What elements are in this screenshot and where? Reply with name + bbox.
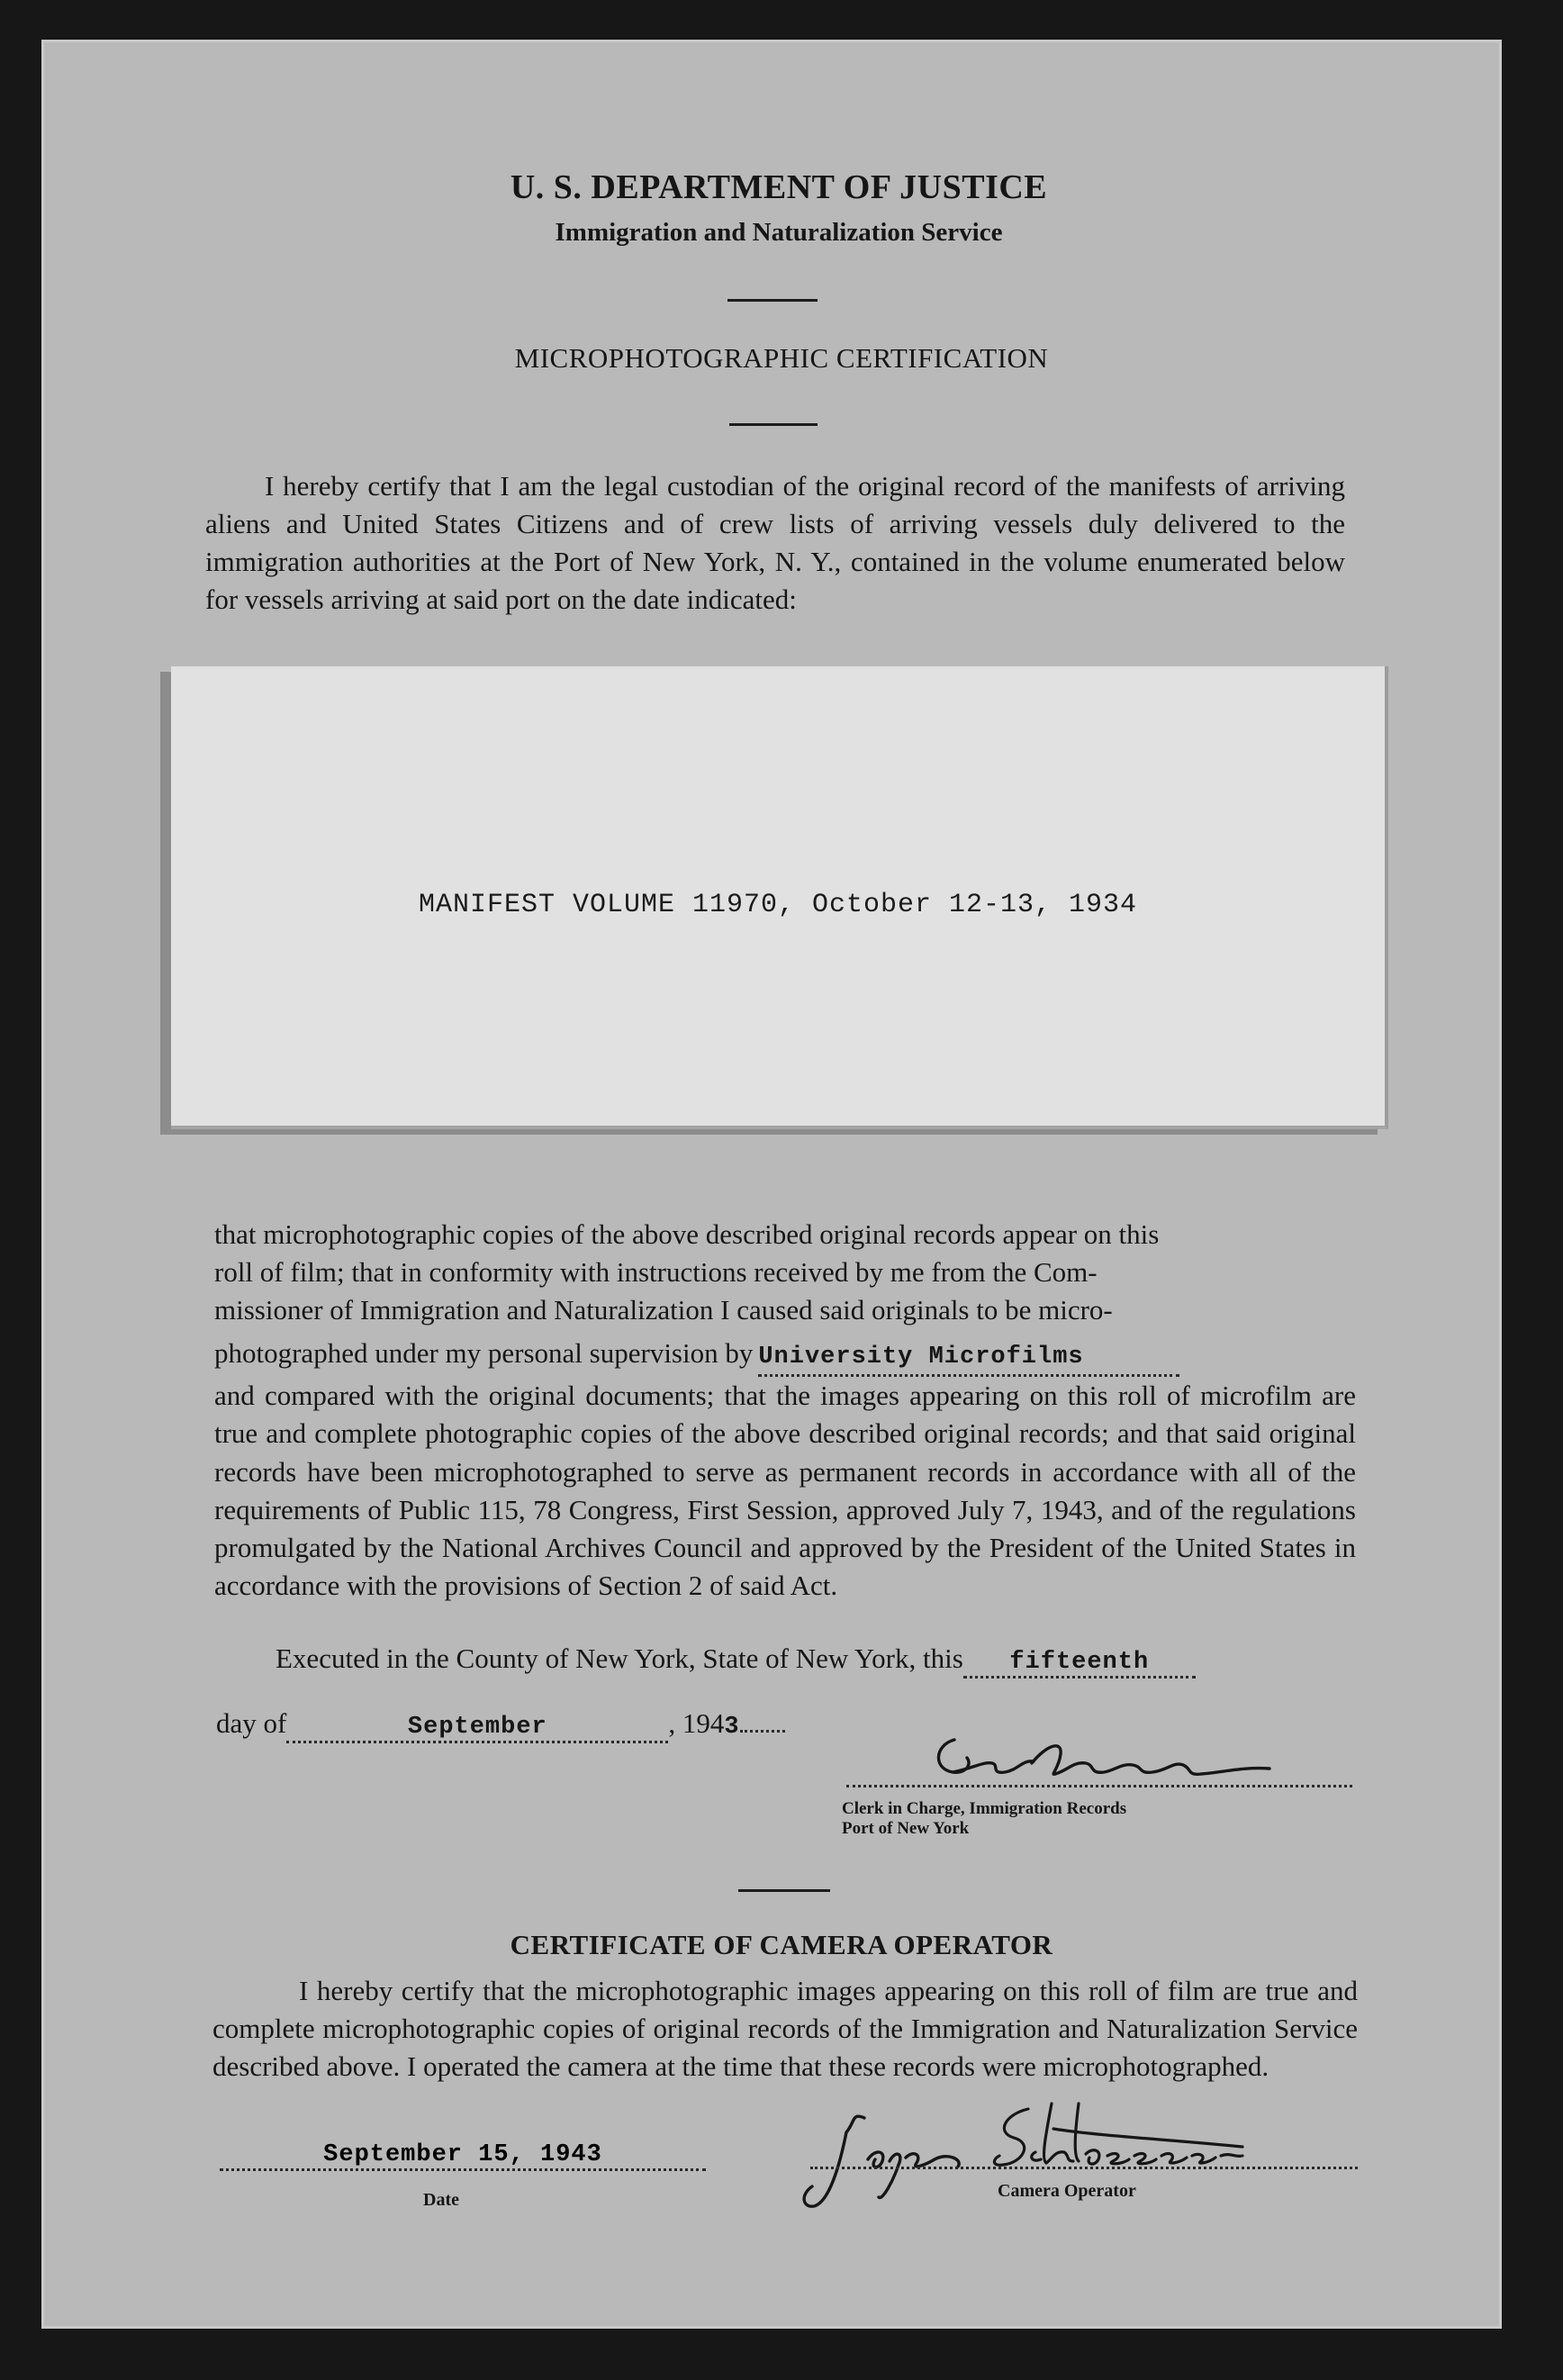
executed-line [276,1642,1196,1679]
manifest-volume-text: MANIFEST VOLUME 11970, October 12-13, 1934 [418,890,1138,920]
camera-date-field [220,2141,706,2171]
manifest-volume-card [171,666,1388,1129]
filmed-by-value: University Microfilms [758,1344,1084,1371]
year-prefix: , 194 [668,1707,725,1739]
signature-last-name [994,2104,1242,2165]
date-label: Date [423,2190,459,2210]
filmed-by-field [758,1335,1179,1377]
department-title: U. S. DEPARTMENT OF JUSTICE [510,168,1048,206]
clerk-signature [846,1727,1369,1794]
clerk-label-line: Port of New York [842,1818,970,1838]
body-line-text: photographed under my personal supervision by [214,1337,754,1370]
service-subtitle: Immigration and Naturalization Service [555,218,1003,247]
execution-day-field [963,1642,1196,1679]
body-line [214,1335,1356,1377]
body-line: missioner of Immigration and Naturalization I caused said originals to be micro- [214,1294,1113,1326]
clerk-signature-line [846,1785,1352,1787]
day-of-label: day of [216,1707,287,1739]
signature-first-name [804,2116,959,2206]
camera-operator-paragraph: I hereby certify that the microphotographic images appearing on this roll of film are true and complete microphotographic copies of original records of the Immigration and Naturalization Service described above. I operated the camera at the time that these records were microphotographed. [212,1975,1358,2083]
camera-operator-title: CERTIFICATE OF CAMERA OPERATOR [510,1929,1053,1960]
camera-signature-line [810,2167,1358,2169]
camera-date-value: September 15, 1943 [323,2141,602,2168]
camera-operator-label: Camera Operator [998,2181,1136,2201]
divider [727,299,818,302]
certification-body [214,1216,1356,1605]
certification-title: MICROPHOTOGRAPHIC CERTIFICATION [514,342,1049,374]
clerk-signature-stroke [938,1740,1269,1774]
body-line: that microphotographic copies of the above described original records appear on this [214,1218,1160,1250]
body-line: roll of film; that in conformity with instructions received by me from the Com- [214,1256,1098,1289]
body-rest: and compared with the original documents; that the images appearing on this roll of microfilm are true and complete photographic copies of the above described original records; and that said original records have been microphotographed to serve as permanent records in accordance with all of the requirements of Public 115, 78 Congress, First Session, approved July 7, 1943, and of the regulations promulgated by the National Archives Council and approved by the President of the United States in accordance with the provisions of Section 2 of said Act. [214,1380,1356,1601]
execution-date-line [216,1707,785,1743]
execution-day: fifteenth [1009,1649,1150,1676]
executed-prefix: Executed in the County of New York, State of New York, this [276,1642,963,1674]
divider [729,423,818,426]
execution-month: September [407,1714,547,1741]
clerk-signature-label [842,1799,1126,1839]
year-digit: 3 [724,1714,740,1741]
execution-month-field [286,1707,668,1743]
clerk-label-line: Clerk in Charge, Immigration Records [842,1799,1127,1818]
intro-paragraph: I hereby certify that I am the legal custodian of the original record of the manifests of arriving aliens and United States Citizens and of crew lists of arriving vessels duly delivered to the immigration authorities at the Port of New York, N. Y., contained in the volume enumerated below for vessels arriving at said port on the date indicated: [205,470,1345,616]
year-dots [740,1730,785,1733]
divider [738,1889,830,1892]
